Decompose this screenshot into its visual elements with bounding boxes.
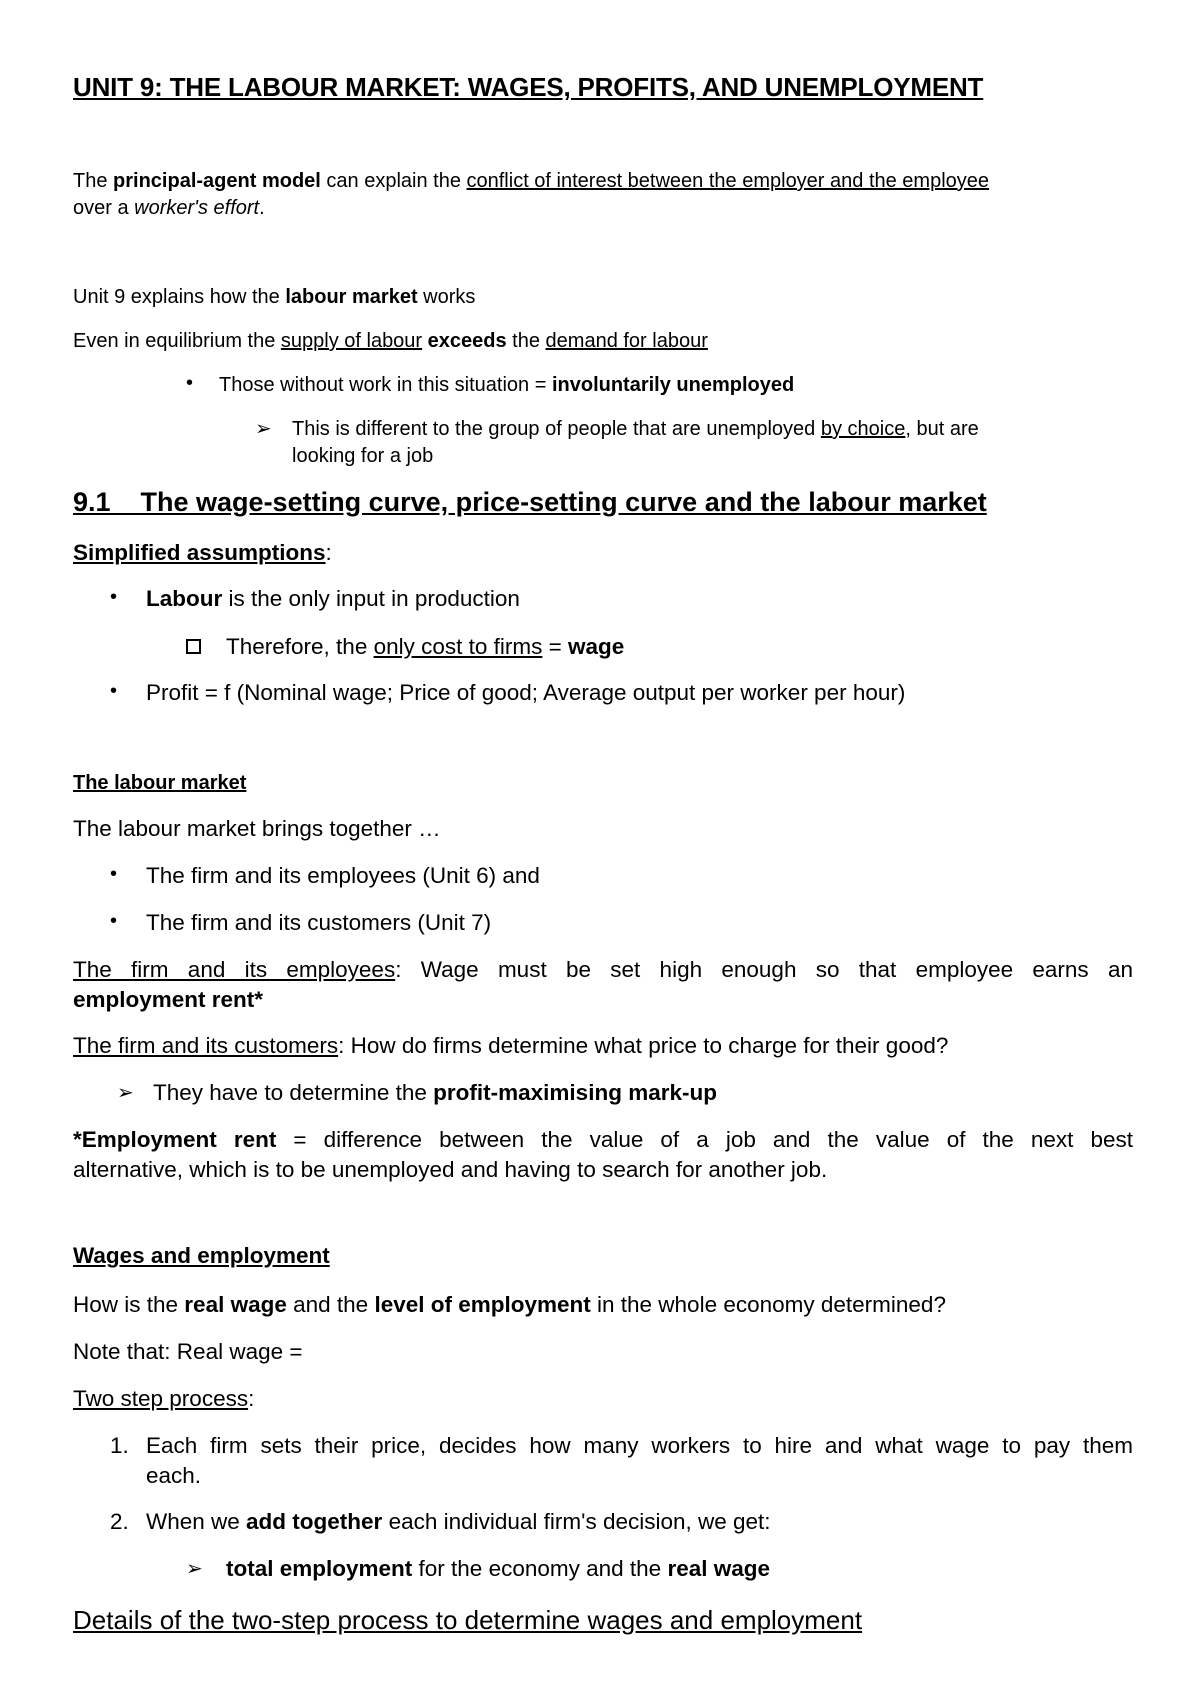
bullet-icon: • [110, 910, 118, 932]
text: = difference between the value of a job and the value of the next best [276, 1127, 1133, 1152]
underlined-phrase: by choice [820, 418, 906, 440]
text: : [325, 540, 332, 565]
text: = [542, 634, 569, 659]
text: How is the [73, 1292, 185, 1317]
details-heading: Details of the two-step process to determine wages and employment [73, 1605, 863, 1635]
underlined-phrase: The firm and its employees [73, 957, 396, 982]
wages-employment-heading: Wages and employment [73, 1243, 330, 1268]
text: for the economy and the [412, 1556, 668, 1581]
bullet-icon: • [186, 372, 194, 394]
bullet-icon: • [110, 863, 118, 885]
text: alternative, which is to be unemployed and having to search for another job. [73, 1157, 828, 1182]
underlined-heading: Simplified assumptions [73, 540, 326, 565]
underlined-phrase: demand for labour [545, 330, 708, 352]
text: The [73, 170, 114, 192]
bold-term: employment rent* [73, 987, 264, 1012]
underlined-phrase: conflict of interest between the employer and the employee [466, 170, 990, 192]
bold-term: add together [246, 1509, 383, 1534]
text: each individual firm's decision, we get: [382, 1509, 771, 1534]
real-wage-note: Note that: Real wage = [73, 1339, 303, 1364]
arrow-bullet-icon: ➢ [117, 1082, 134, 1104]
text: , but are [905, 418, 979, 440]
text: Unit 9 explains how the [73, 286, 286, 308]
text: Those without work in this situation = [219, 374, 552, 396]
customers-arrow-item [153, 1078, 717, 1108]
unit9-arrow-item [292, 416, 979, 470]
assumption-1-sub [226, 632, 624, 662]
checkbox-bullet-icon [186, 639, 201, 654]
assumption-2: Profit = f (Nominal wage; Price of good; Average output per worker per hour) [146, 680, 906, 705]
intro-paragraph [73, 168, 989, 222]
unit9-line1 [73, 284, 475, 311]
bold-term: labour market [285, 286, 418, 308]
employees-paragraph [73, 955, 1133, 1015]
bold-term: total employment [226, 1556, 413, 1581]
step-number-1: 1. [110, 1433, 129, 1458]
text: works [417, 286, 476, 308]
labour-market-intro: The labour market brings together … [73, 816, 441, 841]
section-heading-9-1: 9.1 The wage-setting curve, price-setting curve and the labour market [73, 487, 987, 517]
text: : How do firms determine what price to charge for their good? [338, 1033, 949, 1058]
two-step-label [73, 1384, 254, 1414]
text: the [506, 330, 546, 352]
arrow-bullet-icon: ➢ [186, 1558, 203, 1580]
bold-term: profit-maximising mark-up [433, 1080, 717, 1105]
labour-market-bullet-1: The firm and its employees (Unit 6) and [146, 863, 540, 888]
step-2-result [226, 1554, 770, 1584]
text: looking for a job [292, 445, 434, 467]
text: This is different to the group of people that are unemployed [292, 418, 821, 440]
labour-market-bullet-2: The firm and its customers (Unit 7) [146, 910, 492, 935]
text: can explain the [320, 170, 467, 192]
italic-phrase: worker's effort [134, 197, 260, 219]
assumptions-label [73, 538, 332, 568]
bold-term: exceeds [427, 330, 507, 352]
step-1 [146, 1431, 1133, 1491]
page-title: UNIT 9: THE LABOUR MARKET: WAGES, PROFITS, AND UNEMPLOYMENT [73, 72, 984, 102]
arrow-bullet-icon: ➢ [255, 418, 272, 440]
bold-term: involuntarily unemployed [551, 374, 795, 396]
bold-term: wage [568, 634, 625, 659]
bold-term: *Employment rent [73, 1127, 277, 1152]
bold-term: level of employment [374, 1292, 591, 1317]
underlined-phrase: The firm and its customers [73, 1033, 339, 1058]
step-2 [146, 1507, 771, 1537]
text: over a [73, 197, 135, 219]
bullet-icon: • [110, 680, 118, 702]
text: They have to determine the [153, 1080, 434, 1105]
bold-term: real wage [667, 1556, 771, 1581]
bold-term: Labour [146, 586, 223, 611]
underlined-phrase: only cost to firms [373, 634, 543, 659]
underlined-phrase: Two step process [73, 1386, 249, 1411]
bold-term: real wage [184, 1292, 287, 1317]
text: Each firm sets their price, decides how many workers to hire and what wage to pay them [146, 1433, 1133, 1458]
text: is the only input in production [222, 586, 520, 611]
text: in the whole economy determined? [590, 1292, 946, 1317]
text: : Wage must be set high enough so that employee earns an [395, 957, 1133, 982]
employment-rent-definition [73, 1125, 1133, 1185]
text: Therefore, the [226, 634, 374, 659]
text: : [248, 1386, 255, 1411]
assumption-1 [146, 584, 520, 614]
text: When we [146, 1509, 247, 1534]
text: . [259, 197, 265, 219]
text: Even in equilibrium the [73, 330, 281, 352]
unit9-bullet [219, 372, 794, 399]
underlined-phrase: supply of labour [280, 330, 423, 352]
wages-question [73, 1290, 946, 1320]
bold-term: principal-agent model [113, 170, 321, 192]
labour-market-heading: The labour market [73, 772, 247, 794]
unit9-line2 [73, 328, 708, 355]
customers-paragraph [73, 1031, 948, 1061]
text: and the [286, 1292, 375, 1317]
step-number-2: 2. [110, 1509, 129, 1534]
text: each. [146, 1463, 202, 1488]
bullet-icon: • [110, 586, 118, 608]
